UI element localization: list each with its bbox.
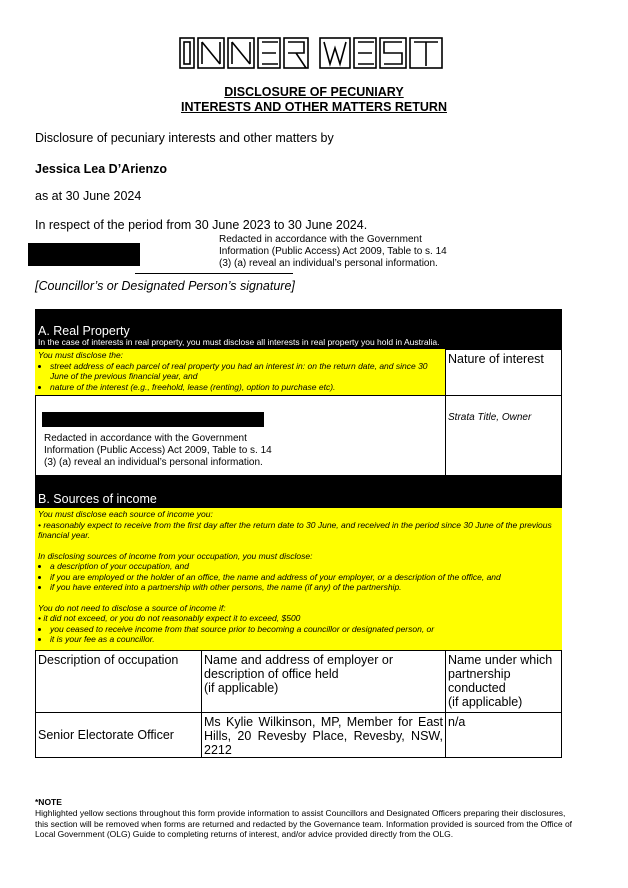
signature-redaction-box <box>28 243 140 266</box>
section-b-heading: B. Sources of income <box>38 492 157 506</box>
occupation-cell <box>35 712 202 758</box>
signature-redaction-note <box>219 234 479 270</box>
as-at-date: as at 30 June 2024 <box>35 189 142 203</box>
employer-header-label <box>202 651 445 697</box>
section-a-guidance-list <box>38 361 442 393</box>
period-text: In respect of the period from 30 June 2023 to 30 June 2024. <box>35 218 368 232</box>
occupation-header <box>35 650 202 713</box>
occupation-header-label: Description of occupation <box>38 653 179 667</box>
section-b-occupation-list <box>38 561 559 593</box>
property-note-line3: (3) (a) reveal an individual’s personal information. <box>44 457 263 468</box>
note-title: *NOTE <box>35 797 62 807</box>
list-item: • it is your fee as a councillor. <box>50 634 559 645</box>
list-item: • street address of each parcel of real property you had an interest in: on the return date, and since 30 June of the previous financial year, and <box>50 361 442 382</box>
property-address-redaction <box>42 412 264 427</box>
nature-of-interest-label: Nature of interest <box>448 352 544 366</box>
inner-west-logo <box>178 34 450 74</box>
list-item: • nature of the interest (e.g., freehold, lease (renting), option to purchase etc). <box>50 382 442 393</box>
list-item: • a description of your occupation, and <box>50 561 559 572</box>
signature-label: [Councillor’s or Designated Person’s signature] <box>35 279 295 293</box>
councillor-name: Jessica Lea D’Arienzo <box>35 162 168 176</box>
redaction-note-line3: (3) (a) reveal an individual’s personal information. <box>219 258 438 269</box>
employer-header-line2: description of office held <box>204 667 339 681</box>
form-title-line2: INTERESTS AND OTHER MATTERS RETURN <box>181 100 447 114</box>
section-b-guidance-line2: • reasonably expect to receive from the first day after the return date to 30 June, and received in the period since 30 June of the previous financial year. <box>38 519 552 540</box>
property-note-line2: Information (Public Access) Act 2009, Table to s. 14 <box>44 445 272 456</box>
section-a-heading: A. Real Property <box>38 324 130 338</box>
section-a-header <box>35 309 562 349</box>
section-b-exclusion-line: • it did not exceed, or you do not reasonably expect it to exceed, $500 <box>38 613 301 623</box>
list-item: • if you have entered into a partnership with other persons, the name (if any) of the partnership. <box>50 582 559 593</box>
occupation-value: Senior Electorate Officer <box>38 728 174 742</box>
partnership-header <box>445 650 562 713</box>
section-b-guidance-exclusions: You do not need to disclose a source of income if: <box>38 602 226 613</box>
nature-of-interest-value: Strata Title, Owner <box>448 412 532 423</box>
employer-header <box>201 650 446 713</box>
nature-of-interest-cell <box>445 395 562 476</box>
property-address-cell <box>35 395 446 476</box>
disclosure-by-text: Disclosure of pecuniary interests and other matters by <box>35 131 334 145</box>
partnership-header-label <box>446 651 561 711</box>
nature-of-interest-header <box>445 349 562 396</box>
list-item: • if you are employed or the holder of an office, the name and address of your employer, or a description of the office, and <box>50 572 559 583</box>
section-a-guidance <box>35 349 445 396</box>
partnership-cell <box>445 712 562 758</box>
section-b-guidance <box>35 508 562 650</box>
logo-mark <box>178 34 450 74</box>
partnership-header-line4: (if applicable) <box>448 695 523 709</box>
note-body: Highlighted yellow sections throughout this form provide information to assist Councillors and Designated Officers preparing their disclosures, this section will be removed when forms are returned and redacted by the Governance team. Information provided is sourced from the Office of Local Government (OLG) Guide to completing returns of interest, and/or advice provided directly from the OLG. <box>35 808 573 839</box>
section-b-guidance-occupation: In disclosing sources of income from your occupation, you must disclose: <box>38 550 313 561</box>
employer-cell <box>201 712 446 758</box>
section-a-subheading: In the case of interests in real property, you must disclose all interests in real property you hold in Australia. <box>38 337 440 347</box>
employer-header-line1: Name and address of employer or <box>204 653 393 667</box>
section-b-exclusion-list <box>38 624 559 645</box>
list-item: • you ceased to receive income from that source prior to becoming a councillor or designated person, or <box>50 624 559 635</box>
section-a-guidance-title: You must disclose the: <box>38 350 124 360</box>
employer-value: Ms Kylie Wilkinson, MP, Member for East Hills, 20 Revesby Place, Revesby, NSW, 2212 <box>204 715 443 757</box>
section-b-guidance-line1: You must disclose each source of income you: <box>38 509 213 519</box>
partnership-header-line1: Name under which <box>448 653 553 667</box>
section-b-header <box>35 476 562 508</box>
redaction-note-line2: Information (Public Access) Act 2009, Table to s. 14 <box>219 246 447 257</box>
employer-header-line3: (if applicable) <box>204 681 279 695</box>
form-title-line1: DISCLOSURE OF PECUNIARY <box>224 85 404 99</box>
partnership-header-line3: conducted <box>448 681 506 695</box>
signature-line <box>135 273 293 274</box>
partnership-header-line2: partnership <box>448 667 511 681</box>
partnership-value: n/a <box>448 715 466 729</box>
redaction-note-line1: Redacted in accordance with the Government <box>219 234 422 245</box>
property-note-line1: Redacted in accordance with the Government <box>44 433 247 444</box>
property-redaction-note <box>44 433 272 469</box>
